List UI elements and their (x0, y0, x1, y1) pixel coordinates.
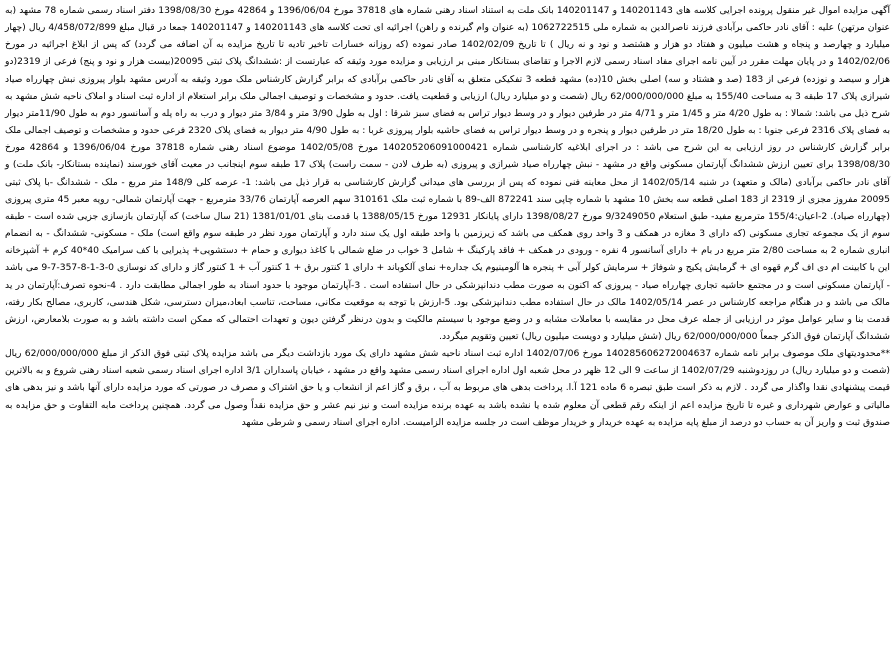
notice-paragraph-main: آگهی مزایده اموال غیر منقول پرونده اجرایی کلاسه های 140201143 و 140201147 بانک ملت به استناد اسناد رهنی شماره های 37818 مورخ 1396/06/04 و 42864 مورخ 1398/08/30 دفتر اسناد رسمی شماره 78 مشهد (به عنوان مرتهن) علیه : آقای نادر حاکمی برآبادی فرزند ناصرالدین به شماره ملی 1062722515 (به عنوان وام گیرنده و راهن) اجرائیه ای تحت کلاسه های 140201143 و 140201147 جمعا در قبال مبلغ 4/458/072/899 ریال (چهار میلیارد و چهارصد و پنجاه و هشت میلیون و هفتاد دو هزار و هشتصد و نود و نه ریال ) تا تاریخ 1402/02/09 صادر نموده (که روزانه خسارات تاخیر تادیه تا تاریخ مزایده به آن اضافه می گردد) که پس از ابلاغ اجرائیه در مورخ 1402/02/06 و در پایان مهلت مقرر در آیین نامه اجرای مفاد اسناد رسمی لازم الاجرا و تقاضای بستانکار مبنی بر ارزیابی و مزایده مورد وثیقه که عبارتست از :ششدانگ پلاک ثبتی 20095(بیست هزار و نود و پنج) فرعی از 2319(دو هزار و سیصد و نوزده) فرعی از 183 (صد و هشتاد و سه) اصلی بخش 10(ده) مشهد قطعه 3 تفکیکی متعلق به آقای نادر حاکمی برآبادی که برابر گزارش کارشناس ملک مورد وثیقه به آدرس مشهد بلوار پیروزی نبش چهارراه صیاد شیرازی پلاک 17 طبقه 3 به مساحت 155/40 به مبلغ 62/000/000/000 ریال (شصت و دو میلیارد ریال) ارزیابی و قطعیت یافت. حدود و مشخصات و توصیف اجمالی ملک برابر استعلام از اداره ثبت اسناد و املاک ناحیه شش مشهد به شرح ذیل می باشد: شمالا : به طول 4/20 متر و 1/45 متر و 4/71 متر در طرفین دیوار و در وسط دیوار تراس به فضای سبز شرقا : اول به طول 3/90 متر و 3/84 متر دیوار و درب به راه پله و آسانسور دوم به طول 11/90متر دیوار به فضای پلاک 2316 فرعی جنوبا : به طول 18/20 متر در طرفین دیوار و پنجره و در وسط دیوار تراس به فضای حاشیه بلوار پیروزی غربا : به طول 4/90 متر دیوار به فضای پلاک 2320 فرعی حدود و مشخصات و توصیف اجمالی ملک برابر گزارش کارشناس در روز ارزیابی به این شرح می باشد : در اجرای ابلاغیه کارشناسی شماره 140205206091000421 مورخ 1402/05/08 موضوع اسناد رهنی شماره 37818 مورخ 1396/06/04 و 42864 مورخ 1398/08/30 برای تعیین ارزش ششدانگ آپارتمان مسکونی واقع در مشهد - نبش چهارراه صیاد شیرازی و پیروزی (به طرف لادن - سمت راست) پلاک 17 طبقه سوم اینجانب در معیت آقای خورسند (نماینده بستانکار- بانک ملت) و آقای نادر حاکمی برآبادی (مالک و متعهد) در شنبه 1402/05/14 از محل معاینه فنی نموده که پس از بررسی های میدانی گزارش کارشناسی به قرار ذیل می باشد: 1- عرصه کلی 148/9 متر مربع - ملک - ششدانگ -با پلاک ثبتی 20095 مفروز مجزی از 2319 از 183 اصلی قطعه سه بخش 10 مشهد با شماره چاپی سند 872241 الف-89 با شماره ثبت ملک 310161 سهم العرصه آپارتمان 33/76 مترمربع - جهت آپارتمان شمالی- رویه معبر 45 متری پیروزی (چهارراه صیاد). 2-اعیان:155/4 مترمربع مفید- طبق استعلام 9/3249050 مورخ 1398/08/27 دارای پایانکار 12931 مورخ 1388/05/15 با قدمت بنای 1381/01/01 (21 سال ساخت) که آپارتمان بازسازی جزیی شده است - طبقه سوم از یک مجموعه تجاری مسکونی (که دارای 3 مغازه در همکف و 3 واحد روی همکف می باشد که زیرزمین با واحد طبقه اول یک سند دارد و آپارتمان مورد نظر در طبقه سوم واقع است) ملک - مسکونی- ششدانگ - به انضمام انباری شماره 2 به مساحت 2/80 متر مربع در بام + دارای آسانسور 4 نفره - ورودی در همکف + فاقد پارکینگ + شامل 3 خواب در ضلع شمالی با کاغذ دیواری و حمام + دستشویی+ پذیرایی با کف سرامیک 40*40 کرم + آشپزخانه این با کابینت ام دی اف گرم قهوه ای + گرمایش پکیج و شوفاژ + سرمایش کولر آبی + پنجره ها آلومینیوم یک جداره+ نمای آلکوباند + دارای 1 کنتور برق + 1 کنتور آب + 1 کنتور گاز و دارای کد نوسازی 0-3-1-8-357-7-9 می باشد - آپارتمان مسکونی است و در مجتمع حاشیه تجاری چهارراه صیاد - پیروزی که اکنون به صورت مطب دندانپزشکی در حال استفاده است . 3-آپارتمان موجود با حدود اسناد به طور اجمالی مطابقت دارد . 4-نحوه تصرف:آپارتمان در ید مالک می باشد و در هنگام مراجعه کارشناس در عصر 1402/05/14 مالک در حال استفاده مطب دندانپزشکی بود. 5-ارزش با توجه به موقعیت مکانی، مساحت، تناسب ابعاد،میزان دسترسی، شکل هندسی، کاربری، مصالح بکار رفته، قدمت بنا و سایر عوامل موثر در ارزیابی از جمله عرف محل در مقایسه با معاملات مشابه و در وضع موجود با سیستم مالکیت و بدون درنظر گرفتن دیون و تعهدات احتمالی که ممکن است داشته باشد و به صورت بلامعارض، ارزش ششدانگ آپارتمان فوق الذکر جمعاً 62/000/000/000 ریال (شش میلیارد و دویست میلیون ریال) تعیین وتقویم میگردد. (5, 5, 891, 342)
notice-paragraph-terms: **محدودیتهای ملک موصوف برابر نامه شماره 140285606272004637 مورخ 1402/07/06 اداره ثبت اسناد ناحیه شش مشهد دارای یک مورد بازداشت دیگر می باشد مزایده پلاک ثبتی فوق الذکر از مبلغ 62/000/000/000 ریال (شصت و دو میلیارد ریال) در روزدوشنبه 1402/07/29 از ساعت 9 الی 12 ظهر در محل شعبه اول اداره اجرای اسناد رسمی مشهد واقع در مشهد ، خیابان پاسداران 3/1 اداره اجرای اسناد رسمی شعبه اسناد رهنی شروع و به بالاترین قیمت پیشنهادی نقدا واگذار می گردد . لازم به ذکر است طبق تبصره 6 ماده 121 آ.ا. پرداخت بدهی های مربوط به آب ، برق و گاز اعم از انشعاب و یا حق اشتراک و مصرف در صورتی که مورد مزایده دارای آنها باشد و نیز بدهی های مالیاتی و عوارض شهرداری و غیره تا تاریخ مزایده اعم از اینکه رقم قطعی آن معلوم شده یا نشده باشد به عهده برنده مزایده است و نیز نیم عشر و حق مزایده نقداً وصول می گردد. همچنین پرداخت مابه التفاوت و حق مزایده به صندوق ثبت و واریز آن به حساب دو درصد از مبلغ پایه مزایده به عهده خریدار و خریدار موظف است در جلسه مزایده الزامیست. اداره اجرای اسناد رسمی و شرطی مشهد (5, 348, 891, 428)
